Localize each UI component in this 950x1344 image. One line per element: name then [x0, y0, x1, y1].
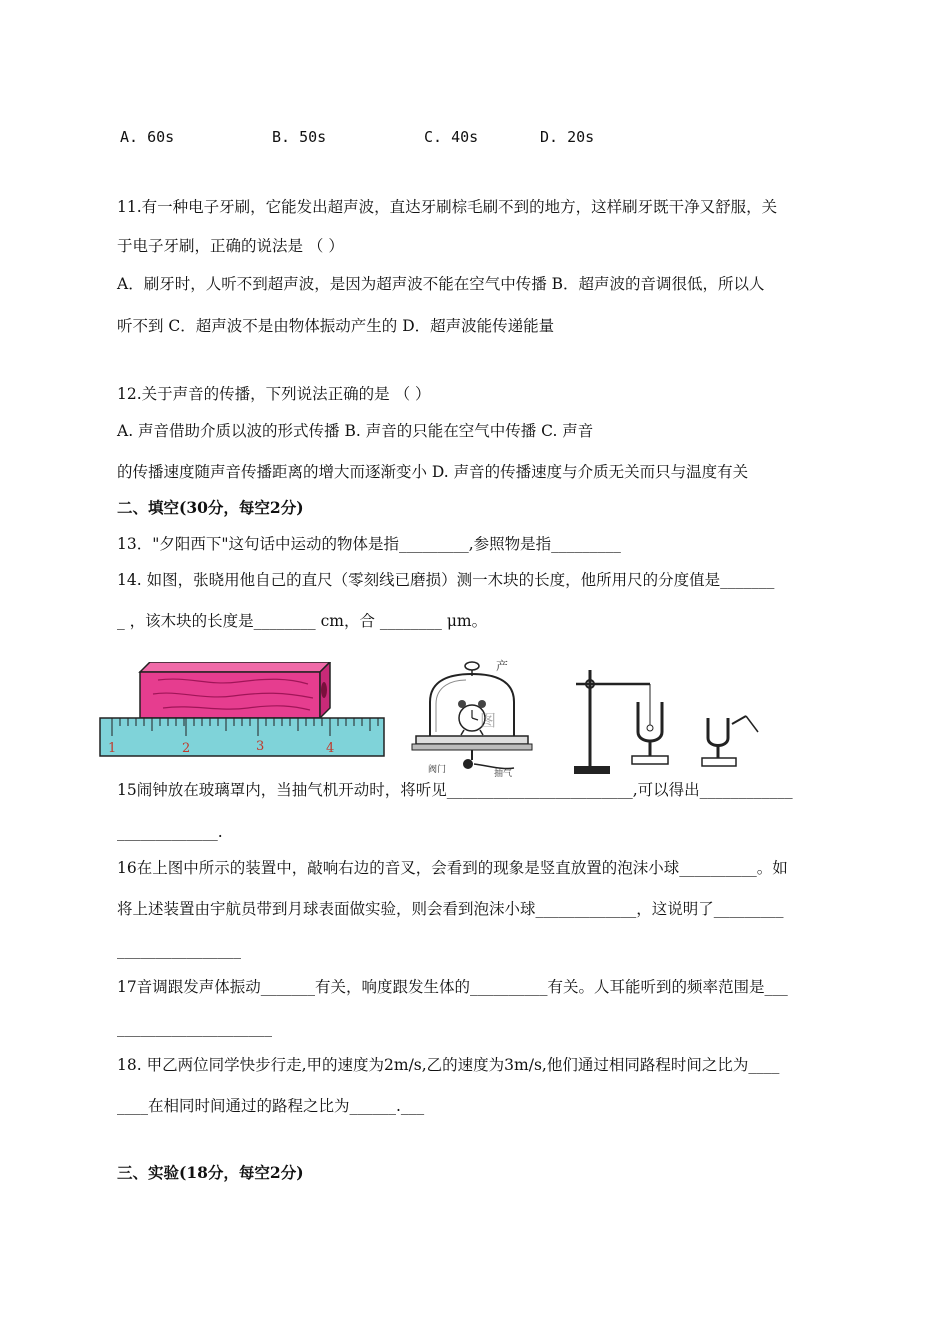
- q16-line-1: 16在上图中所示的装置中，敲响右边的音叉，会看到的现象是竖直放置的泡沫小球__________。如: [117, 859, 788, 877]
- right-tuning-fork: [702, 716, 758, 766]
- section-3-title: 三、实验(18分，每空2分): [117, 1163, 304, 1182]
- bell-jar-figure: [410, 656, 540, 778]
- ruler-tick-label: 1: [108, 741, 117, 756]
- tuning-fork-figure: [568, 660, 760, 776]
- q16-line-3: ________________: [117, 941, 241, 959]
- q13-text: 13．"夕阳西下"这句话中运动的物体是指_________,参照物是指_________: [117, 535, 621, 553]
- ruler-tick-label: 4: [326, 741, 335, 756]
- q15-line-2: _____________.: [117, 823, 223, 841]
- q15-line-1: 15闹钟放在玻璃罩内，当抽气机开动时，将听见________________________,可以得出____________: [117, 781, 793, 799]
- q17-line-2: ____________________: [117, 1019, 272, 1037]
- ruler-tick-label: 3: [256, 739, 265, 754]
- bell-jar-label-top: 产: [496, 659, 509, 673]
- q11-line-4: 听不到 C．超声波不是由物体振动产生的 D．超声波能传递能量: [117, 317, 555, 335]
- q10-option-b: B. 50s: [272, 128, 327, 146]
- q11-line-3: A．刷牙时，人听不到超声波，是因为超声波不能在空气中传播 B．超声波的音调很低，所以人: [117, 275, 765, 293]
- q10-option-d: D. 20s: [540, 128, 595, 146]
- pump-label: 抽气: [494, 769, 513, 778]
- ruler: [100, 718, 384, 756]
- ruler-tick-label: 2: [182, 741, 191, 756]
- q11-line-2: 于电子牙刷，正确的说法是 （ ）: [117, 237, 344, 255]
- q18-line-1: 18. 甲乙两位同学快步行走,甲的速度为2m/s,乙的速度为3m/s,他们通过相同路程时间之比为____: [117, 1056, 780, 1074]
- section-2-title: 二、填空(30分，每空2分): [117, 498, 304, 517]
- figure-watermark: 图: [480, 711, 497, 730]
- valve-label: 阀门: [428, 765, 447, 775]
- q14-line-1: 14. 如图，张晓用他自己的直尺（零刻线已磨损）测一木块的长度，他所用尺的分度值是_______: [117, 571, 775, 589]
- q12-line-3: 的传播速度随声音传播距离的增大而逐渐变小 D. 声音的传播速度与介质无关而只与温度有关: [117, 463, 749, 481]
- q14-line-2: _ ，该木块的长度是________ cm，合 ________ μm。: [117, 612, 488, 630]
- q17-line-1: 17音调跟发声体振动_______有关，响度跟发生体的__________有关。人耳能听到的频率范围是___: [117, 978, 788, 996]
- q10-option-c: C. 40s: [424, 128, 479, 146]
- q12-line-2: A. 声音借助介质以波的形式传播 B. 声音的只能在空气中传播 C. 声音: [117, 422, 594, 440]
- wood-block: [140, 662, 330, 718]
- q18-line-2: ____在相同时间通过的路程之比为______.___: [117, 1097, 425, 1115]
- q11-line-1: 11.有一种电子牙刷，它能发出超声波，直达牙刷棕毛刷不到的地方，这样刷牙既干净又舒服，关: [117, 198, 778, 216]
- q12-line-1: 12.关于声音的传播，下列说法正确的是 （ ）: [117, 385, 431, 403]
- q16-line-2: 将上述装置由宇航员带到月球表面做实验，则会看到泡沫小球_____________，这说明了_________: [117, 900, 784, 918]
- q10-option-a: A. 60s: [120, 128, 175, 146]
- ruler-block-figure: [98, 662, 388, 760]
